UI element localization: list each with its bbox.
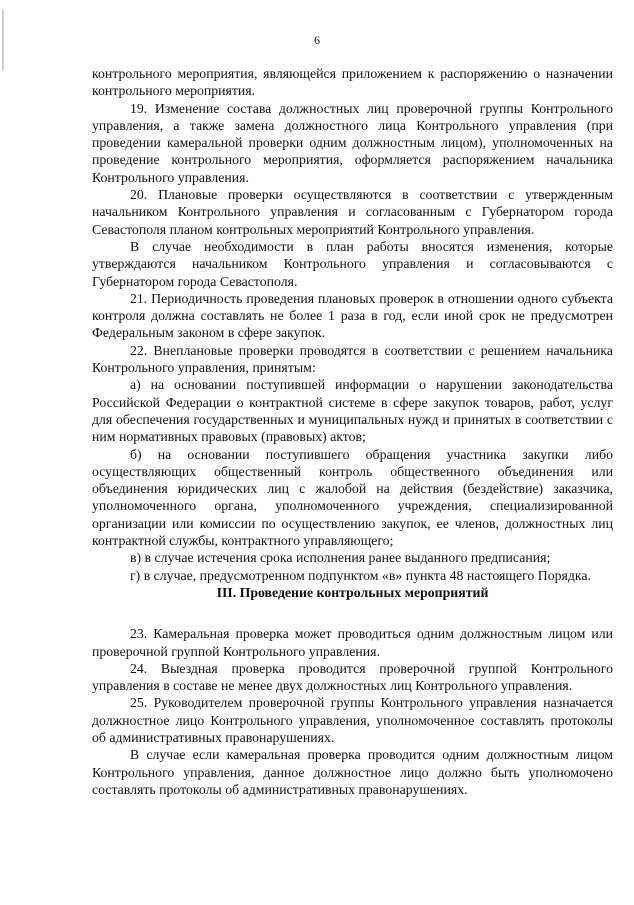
paragraph-19: 19. Изменение состава должностных лиц проверочной группы Контрольного управления, а также замена должностного лица Контрольного управления (при проведении камеральной проверки одним должностным лицом), уполномоченных на проведение контрольного мероприятия, оформляется распоряжением начальника Контрольного управления. — [92, 100, 613, 185]
paragraph-20-plan-changes: В случае необходимости в план работы вносятся изменения, которые утверждаются начальником Контрольного управления и согласовываются с Губернатором города Севастополя. — [92, 238, 613, 289]
paragraph-22: 22. Внеплановые проверки проводятся в соответствии с решением начальника Контрольного управления, принятым: — [92, 342, 613, 376]
paragraph-25-single-official: В случае если камеральная проверка проводится одним должностным лицом Контрольного управления, данное должностное лицо должно быть уполномочено составлять протоколы об административных правонарушениях. — [92, 747, 613, 797]
section-heading: III. Проведение контрольных мероприятий — [216, 584, 489, 600]
paragraph-continuation: контрольного мероприятия, являющейся приложением к распоряжению о назначении контрольного мероприятия. — [92, 66, 613, 99]
paragraph-22-g: г) в случае, предусмотренном подпунктом «в» пункта 48 настоящего Порядка. — [130, 567, 591, 583]
paragraph-22-v: в) в случае истечения срока исполнения ранее выданного предписания; — [130, 550, 551, 566]
page-number: 6 — [314, 33, 320, 47]
paragraph-25: 25. Руководителем проверочной группы Контрольного управления назначается должностное лицо Контрольного управления, уполномоченное составлять протоколы об административных правонарушениях. — [92, 695, 613, 745]
paragraph-23: 23. Камеральная проверка может проводиться одним должностным лицом или проверочной группой Контрольного управления. — [92, 626, 613, 659]
paragraph-21: 21. Периодичность проведения плановых проверок в отношении одного субъекта контроля должна составлять не более 1 раза в год, если иной срок не предусмотрен Федеральным законом в сфере закупок. — [92, 290, 613, 341]
paragraph-24: 24. Выездная проверка проводится проверочной группой Контрольного управления в составе не менее двух должностных лиц Контрольного управления. — [92, 660, 613, 694]
paragraph-20: 20. Плановые проверки осуществляются в соответствии с утвержденным начальником Контрольного управления и согласованным с Губернатором города Севастополя планом контрольных мероприятий Контрольного управления. — [92, 187, 613, 237]
document-body — [92, 65, 613, 798]
paragraph-22-a: а) на основании поступившей информации о нарушении законодательства Российской Федерации о контрактной системе в сфере закупок товаров, работ, услуг для обеспечения государственных и муниципальных нужд и принятых в соответствии с ним нормативных правовых (правовых) актов; — [92, 377, 613, 445]
paragraph-22-b: б) на основании поступившего обращения участника закупки либо осуществляющих общественный контроль общественного объединения или объединения юридических лиц с жалобой на действия (бездействие) заказчика, уполномоченного органа, уполномоченного учреждения, специализированной организации или комиссии по осуществлению закупок, ее членов, должностных лиц контрактной службы, контрактного управляющего; — [92, 446, 613, 549]
